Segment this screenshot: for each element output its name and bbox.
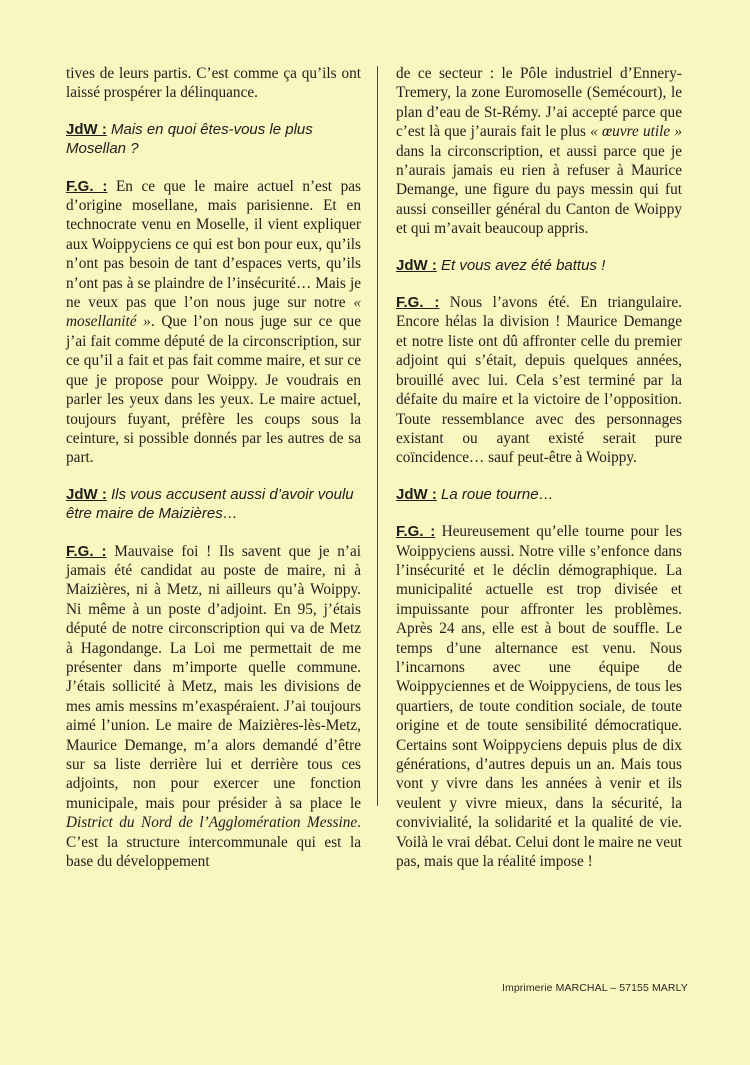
question-maizieres: [66, 485, 361, 524]
answer-text: Heureusement qu’elle tourne pour les Woippyciens aussi. Notre ville s’enfonce dans l’insécurité et le déclin démographique. La municipalité actuelle est trop divisée et impuissante pour affronter les problèmes. Après 24 ans, elle est à bout de souffle. Le temps d’une alternance est venu. Nous l’incarnons avec une équipe de Woippyciennes et de Woippyciens, de tous les quartiers, de toute condition sociale, de toute origine et de toute sensibilité démocratique. Certains sont Woippyciens depuis plus de dix générations, d’autres depuis un an. Mais tous vont y vivre dans les années à venir et ils veulent y vivre mieux, dans la sécurité, la convivialité, la solidarité et la qualité de vie. Voilà le vrai débat. Celui dont le maire ne veut pas, mais que la réalité impose !: [396, 523, 682, 871]
answer-maizieres: [66, 542, 361, 872]
question-battus: [396, 256, 682, 275]
interviewer-tag: JdW :: [396, 485, 437, 503]
answer-text: En ce que le maire actuel n’est pas d’origine mosellane, mais parisienne. Et en technocrate venu en Moselle, il vient expliquer aux Woippyciens ce qui est bon pour eux, qu’ils n’ont pas besoin de tant d’espaces verts, qu’ils n’ont pas à se plaindre de l’insécurité… Mais je ne veux pas que l’on nous juge sur notre: [66, 177, 361, 312]
respondent-tag: F.G. :: [66, 542, 107, 560]
answer-roue: [396, 522, 682, 871]
printer-footer: Imprimerie MARCHAL – 57155 MARLY: [502, 982, 688, 994]
answer-text: . Que l’on nous juge sur ce que j’ai fait comme député de la circonscription, sur ce qu’il a fait et pas fait comme maire, et sur ce que je propose pour Woippy. Je voudrais en parler les yeux dans les yeux. Le maire actuel, toujours fuyant, préfère les coups sous la ceinture, si possible donnés par les autres de sa part.: [66, 313, 361, 467]
paragraph-continuation: [396, 64, 682, 239]
interviewer-tag: JdW :: [66, 120, 107, 138]
paragraph-intro: tives de leurs partis. C’est comme ça qu’ils ont laissé prospérer la délinquance.: [66, 65, 361, 102]
answer-text: dans la circonscription, et aussi parce que je n’aurais jamais eu rien à refuser à Maurice Demange, une figure du pays messin qui fut aussi conseiller général du Canton de Woippy et qui m’avait beaucoup appris.: [396, 142, 682, 238]
question-roue: [396, 485, 682, 504]
answer-text: Mauvaise foi ! Ils savent que je n’ai jamais été candidat au poste de maire, ni à Maizières, ni à Metz, ni ailleurs qu’à Woippy. Ni même à un poste d’adjoint. En 95, j’étais député de notre circonscription qui va de Metz à Hagondange. La Loi me permettait de me présenter dans m’importe quelle commune. J’étais sollicité à Metz, mais les divisions de mes amis messins m’exaspéraient. J’ai toujours aimé l’union. Le maire de Maizières-lès-Metz, Maurice Demange, m’a alors demandé d’être sur sa liste derrière lui et derrière tous ces adjoints, non pour exercer une fonction municipale, mais pour présider à sa place le: [66, 542, 361, 812]
question-text: Et vous avez été battus !: [441, 256, 606, 274]
respondent-tag: F.G. :: [396, 523, 436, 541]
right-column: [396, 64, 682, 888]
answer-text: de ce secteur : le Pôle industriel d’Ennery-Tremery, la zone Euromoselle (Semécourt), le plan d’eau de St-Rémy. J’ai accepté parce que c’est là que j’aurais fait le plus: [396, 65, 682, 141]
answer-battus: [396, 293, 682, 468]
question-text: La roue tourne…: [441, 485, 554, 503]
respondent-tag: F.G. :: [396, 294, 440, 312]
question-text: Mais en quoi êtes-vous le plus Mosellan ?: [66, 120, 313, 158]
respondent-tag: F.G. :: [66, 177, 108, 195]
answer-emphasis: « mosellanité »: [66, 294, 361, 331]
question-mosellan: [66, 120, 361, 159]
question-text: Ils vous accusent aussi d’avoir voulu être maire de Maizières…: [66, 485, 354, 523]
answer-text: . C’est la structure intercommunale qui est la base du développement: [66, 814, 361, 871]
interviewer-tag: JdW :: [66, 485, 107, 503]
interviewer-tag: JdW :: [396, 256, 437, 274]
answer-emphasis: District du Nord de l’Agglomération Messine: [66, 814, 358, 832]
answer-mosellan: [66, 177, 361, 468]
answer-text: Nous l’avons été. En triangulaire. Encore hélas la division ! Maurice Demange et notre liste ont dû affronter celle du premier adjoint qui s’était, depuis quelques années, brouillé avec lui. Cela s’est terminé par la défaite du maire et la victoire de l’opposition. Toute ressemblance avec des personnages existant ou ayant existé serait pure coïncidence… sauf peut-être à Woippy.: [396, 294, 683, 467]
left-column: [66, 64, 361, 888]
column-divider: [377, 66, 378, 806]
answer-emphasis: « œuvre utile »: [590, 123, 682, 141]
